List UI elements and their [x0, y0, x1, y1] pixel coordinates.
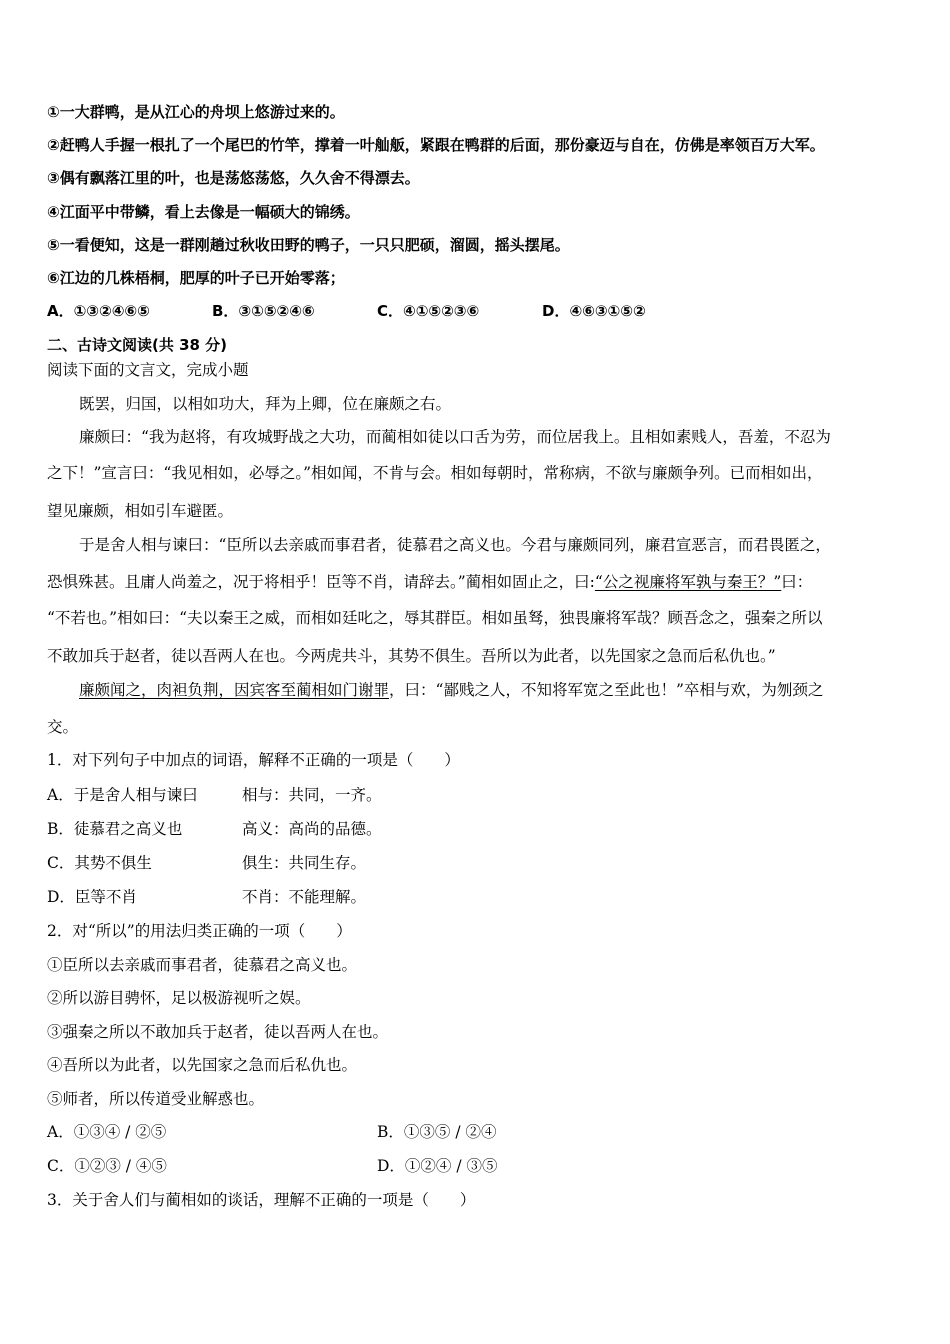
text: 曰： [781, 573, 813, 591]
option-a: A．①③④ / ②⑤ [47, 1123, 167, 1141]
underlined-text: “公之视廉将军孰与秦王？” [594, 573, 782, 591]
q2-options [47, 1156, 498, 1176]
option-right: 俱生：共同生存。 [242, 854, 367, 872]
option-b: B．①③⑤ / ②④ [377, 1123, 497, 1141]
passage-line [47, 572, 812, 592]
text: ，曰：“鄙贱之人，不知将军宽之至此也！”卒相与欢，为刎颈之 [389, 681, 824, 699]
passage-line: 既罢，归国，以相如功大，拜为上卿，位在廉颇之右。 [79, 395, 452, 413]
text: 恐惧殊甚。且庸人尚羞之，况于将相乎！臣等不肖，请辞去。”蔺相如固止之，曰: [47, 573, 595, 591]
q1-option [47, 785, 382, 805]
option-d: D．①②④ / ③⑤ [377, 1157, 498, 1175]
option-c: C．①②③ / ④⑤ [47, 1157, 167, 1175]
option-left: C．其势不俱生 [47, 854, 152, 872]
q2-item: ①臣所以去亲戚而事君者，徒慕君之高义也。 [47, 956, 358, 974]
option-right: 相与：共同，一齐。 [242, 786, 382, 804]
option-a: A．①③②④⑥⑤ [47, 302, 150, 320]
passage-line: 望见廉颇，相如引车避匿。 [47, 502, 234, 520]
question-3-stem: 3．关于舍人们与蔺相如的谈话，理解不正确的一项是（ ） [47, 1191, 476, 1209]
passage-line [79, 680, 823, 700]
sentence: ①一大群鸭，是从江心的舟坝上悠游过来的。 [47, 103, 345, 121]
option-right: 高义：高尚的品德。 [242, 820, 382, 838]
underlined-text: 廉颇闻之，肉袒负荆，因宾客至蔺相如门谢罪 [79, 681, 390, 699]
question-1-stem: 1．对下列句子中加点的词语，解释不正确的一项是（ ） [47, 751, 460, 769]
passage-line: 于是舍人相与谏曰：“臣所以去亲戚而事君者，徒慕君之高义也。今君与廉颇同列，廉君宣恶言，而君畏匿之， [79, 536, 831, 554]
option-left: A．于是舍人相与谏曰 [47, 786, 198, 804]
instruction: 阅读下面的文言文，完成小题 [47, 361, 249, 379]
option-left: B．徒慕君之高义也 [47, 820, 183, 838]
q2-item: ④吾所以为此者，以先国家之急而后私仇也。 [47, 1056, 358, 1074]
order-options [47, 301, 646, 321]
passage-line: 不敢加兵于赵者，徒以吾两人在也。今两虎共斗，其势不俱生。吾所以为此者，以先国家之急而后私仇也。” [47, 647, 776, 665]
sentence: ⑤一看便知，这是一群刚趟过秋收田野的鸭子，一只只肥硕，溜圆，摇头摆尾。 [47, 236, 570, 254]
section-title: 二、古诗文阅读(共 38 分) [47, 336, 228, 354]
sentence: ③偶有飘落江里的叶，也是荡悠荡悠，久久舍不得漂去。 [47, 169, 420, 187]
q2-item: ③强秦之所以不敢加兵于赵者，徒以吾两人在也。 [47, 1023, 389, 1041]
q1-option [47, 887, 366, 907]
passage-line: 廉颇曰：“我为赵将，有攻城野战之大功，而蔺相如徒以口舌为劳，而位居我上。且相如素贱人，吾羞，不忍为 [79, 428, 831, 446]
passage-line: 之下！”宣言曰：“我见相如，必辱之。”相如闻，不肯与会。相如每朝时，常称病，不欲与廉颇争列。已而相如出， [47, 464, 823, 482]
option-right: 不肖：不能理解。 [242, 888, 367, 906]
passage-line: 交。 [47, 718, 79, 736]
q2-item: ⑤师者，所以传道受业解惑也。 [47, 1090, 265, 1108]
q1-option [47, 853, 366, 873]
passage-line: “不若也。”相如曰：“夫以秦王之威，而相如廷叱之，辱其群臣。相如虽驽，独畏廉将军哉？顾吾念之，强秦之所以 [47, 609, 823, 627]
q2-options [47, 1122, 496, 1142]
option-b: B．③①⑤②④⑥ [212, 302, 315, 320]
option-d: D．④⑥③①⑤② [542, 302, 646, 320]
q1-option [47, 819, 382, 839]
question-2-stem: 2．对“所以”的用法归类正确的一项（ ） [47, 922, 352, 940]
option-c: C．④①⑤②③⑥ [377, 302, 480, 320]
sentence: ②赶鸭人手握一根扎了一个尾巴的竹竿，撑着一叶舢舨，紧跟在鸭群的后面，那份豪迈与自在，仿佛是率领百万大军。 [47, 136, 825, 154]
sentence: ⑥江边的几株梧桐，肥厚的叶子已开始零落； [47, 269, 345, 287]
option-left: D．臣等不肖 [47, 888, 137, 906]
sentence: ④江面平中带鳞，看上去像是一幅硕大的锦绣。 [47, 203, 360, 221]
q2-item: ②所以游目骋怀，足以极游视听之娱。 [47, 989, 311, 1007]
